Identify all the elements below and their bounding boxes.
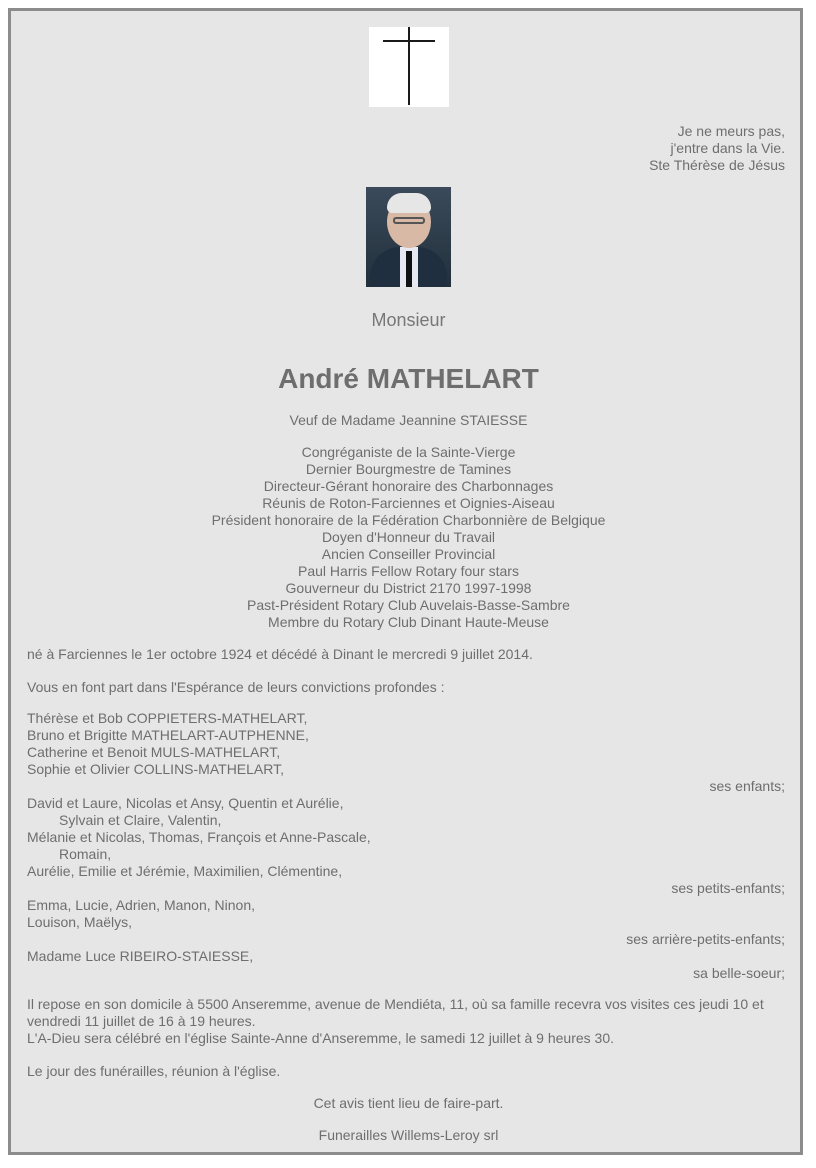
title-item: Directeur-Gérant honoraire des Charbonnages (263, 478, 554, 494)
deceased-name: André MATHELART (278, 363, 539, 394)
repose-paragraph: Il repose en son domicile à 5500 Anseremme, avenue de Mendiéta, 11, où sa famille recevra vos visites ces jeudi 10 et vendredi 11 juillet de 16 à 19 heures. (27, 996, 764, 1029)
title-item: Dernier Bourgmestre de Tamines (305, 461, 512, 477)
great-grandchildren-list (27, 897, 255, 931)
title-item: Gouverneur du District 2170 1997-1998 (285, 580, 532, 596)
title-item: Past-Président Rotary Club Auvelais-Basse-Sambre (247, 597, 570, 613)
reunion-line: Le jour des funérailles, réunion à l'église. (27, 1063, 281, 1079)
child-entry: Sophie et Olivier COLLINS-MATHELART, (27, 761, 285, 777)
grandchild-entry: David et Laure, Nicolas et Ansy, Quentin et Aurélie, (27, 795, 344, 811)
quote-line-1: Je ne meurs pas, (677, 123, 785, 139)
epigraph-quote (649, 123, 785, 174)
grandchild-entry: Sylvain et Claire, Valentin, (59, 812, 222, 828)
great-grandchildren-label: ses arrière-petits-enfants; (626, 931, 785, 947)
title-item: Congréganiste de la Sainte-Vierge (301, 444, 516, 460)
title-item: Paul Harris Fellow Rotary four stars (298, 563, 519, 579)
sister-in-law-label: sa belle-soeur; (693, 965, 785, 981)
quote-line-2: j'entre dans la Vie. (670, 140, 785, 156)
title-item: Président honoraire de la Fédération Charbonnière de Belgique (211, 512, 606, 528)
title-item: Membre du Rotary Club Dinant Haute-Meuse (268, 614, 549, 630)
grandchild-entry: Mélanie et Nicolas, Thomas, François et Anne-Pascale, (27, 829, 371, 845)
cross-icon (369, 27, 449, 107)
grandchildren-list (27, 795, 371, 880)
children-list (27, 710, 309, 778)
child-entry: Catherine et Benoit MULS-MATHELART, (27, 744, 281, 760)
child-entry: Thérèse et Bob COPPIETERS-MATHELART, (27, 710, 308, 726)
grandchild-entry: Romain, (59, 846, 112, 862)
adieu-paragraph: L'A-Dieu sera célébré en l'église Sainte-Anne d'Anseremme, le samedi 12 juillet à 9 heures 30. (27, 1030, 615, 1046)
title-item: Doyen d'Honneur du Travail (321, 529, 496, 545)
widower-line: Veuf de Madame Jeannine STAIESSE (289, 412, 528, 428)
great-grandchild-entry: Emma, Lucie, Adrien, Manon, Ninon, (27, 897, 256, 913)
obituary-card (8, 8, 803, 1155)
portrait-photo (366, 187, 451, 287)
title-item: Ancien Conseiller Provincial (321, 546, 496, 562)
titles-list (11, 444, 806, 631)
grandchild-entry: Aurélie, Emilie et Jérémie, Maximilien, Clémentine, (27, 863, 343, 879)
child-entry: Bruno et Brigitte MATHELART-AUTPHENNE, (27, 727, 309, 743)
sister-in-law: Madame Luce RIBEIRO-STAIESSE, (27, 948, 254, 964)
children-label: ses enfants; (709, 778, 785, 794)
title-item: Réunis de Roton-Farciennes et Oignies-Aiseau (262, 495, 555, 511)
grandchildren-label: ses petits-enfants; (671, 880, 785, 896)
announcement-line: Vous en font part dans l'Espérance de leurs convictions profondes : (27, 679, 445, 695)
salutation: Monsieur (371, 310, 446, 330)
quote-author: Ste Thérèse de Jésus (649, 157, 785, 173)
notice-line: Cet avis tient lieu de faire-part. (313, 1095, 504, 1111)
birth-death-line: né à Farciennes le 1er octobre 1924 et décédé à Dinant le mercredi 9 juillet 2014. (27, 646, 533, 662)
funeral-home: Funerailles Willems-Leroy srl (318, 1127, 499, 1143)
great-grandchild-entry: Louison, Maëlys, (27, 914, 133, 930)
